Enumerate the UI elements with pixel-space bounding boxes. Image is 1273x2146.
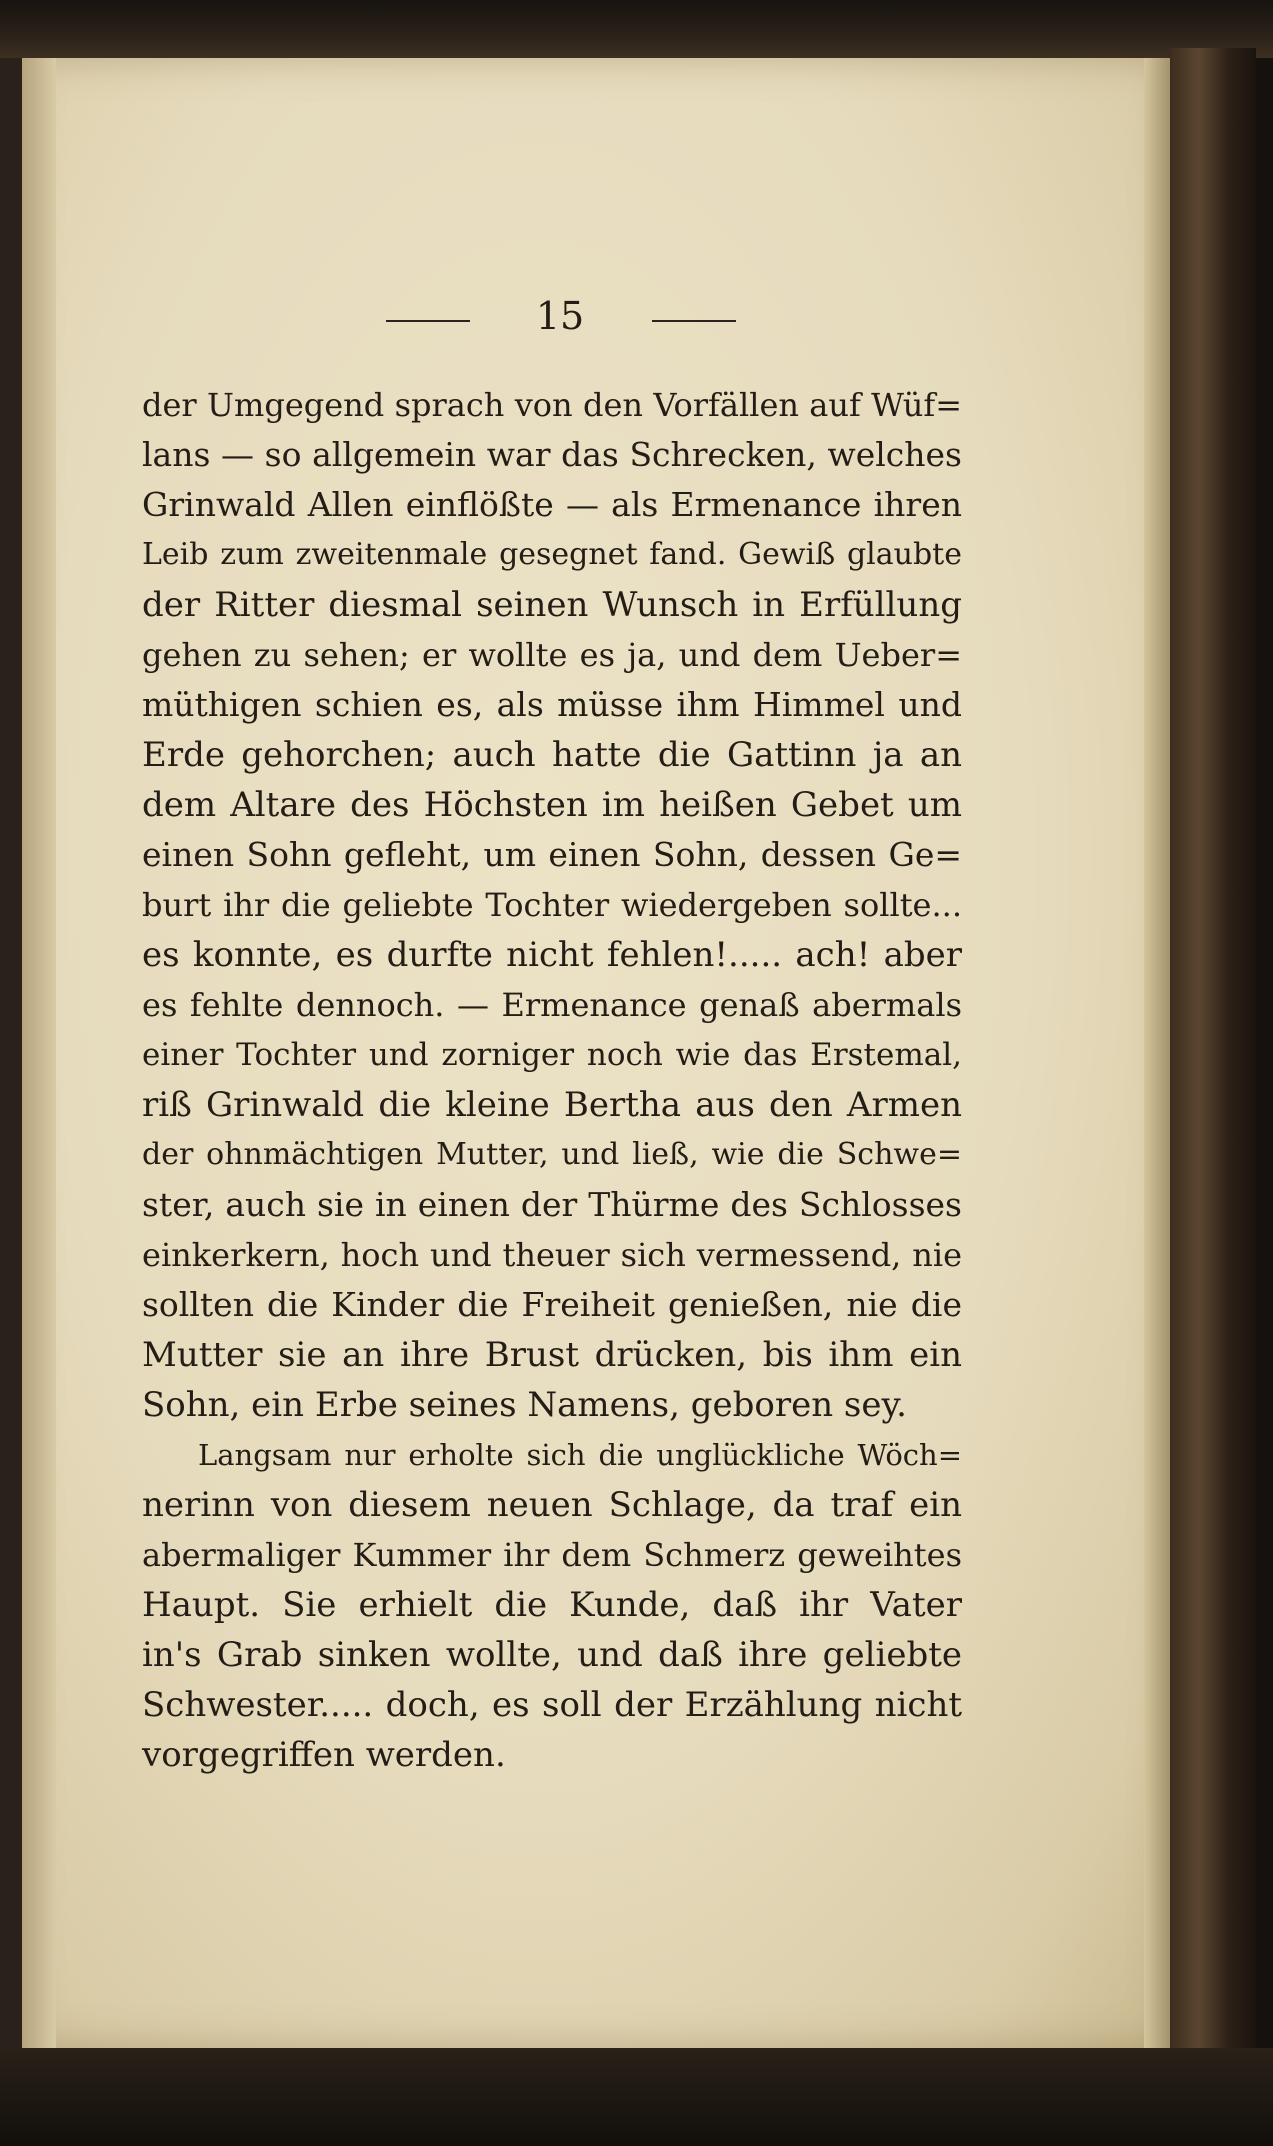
text-line: dem Altare des Höchsten im heißen Gebet um — [142, 785, 962, 825]
text-line: einkerkern, hoch und theuer sich vermessend, nie — [142, 1236, 962, 1274]
text-line: der Ritter diesmal seinen Wunsch in Erfüllung — [142, 585, 962, 625]
page-gutter — [22, 58, 56, 2048]
page-right-edge — [1144, 58, 1170, 2048]
text-line: einen Sohn gefleht, um einen Sohn, dessen Ge= — [142, 835, 962, 874]
text-line: ster, auch sie in einen der Thürme des Schlosses — [142, 1185, 962, 1224]
text-line: burt ihr die geliebte Tochter wiedergeben sollte... — [142, 886, 962, 924]
header-rule-left — [386, 320, 470, 322]
text-line: abermaliger Kummer ihr dem Schmerz geweihtes — [142, 1536, 962, 1574]
text-line: müthigen schien es, als müsse ihm Himmel und — [142, 685, 962, 724]
text-line: Schwester..... doch, es soll der Erzählung nicht — [142, 1685, 962, 1725]
text-line: sollten die Kinder die Freiheit genießen, nie die — [142, 1285, 962, 1324]
text-line: Mutter sie an ihre Brust drücken, bis ihm ein — [142, 1335, 962, 1375]
body-text — [142, 380, 962, 1780]
book-cover-right-edge — [1168, 48, 1256, 2058]
paragraph-start-line: Langsam nur erholte sich die unglückliche Wöch= — [198, 1438, 962, 1472]
book-cover-bottom-edge — [0, 2048, 1273, 2146]
text-line: riß Grinwald die kleine Bertha aus den Armen — [142, 1085, 962, 1125]
text-line: Grinwald Allen einflößte — als Ermenance ihren — [142, 485, 962, 524]
text-line: der ohnmächtigen Mutter, und ließ, wie die Schwe= — [142, 1137, 962, 1172]
text-line: der Umgegend sprach von den Vorfällen auf Wüf= — [142, 386, 962, 424]
text-line: es konnte, es durfte nicht fehlen!..... ach! aber — [142, 935, 962, 975]
paragraph-end-line: vorgegriffen werden. — [142, 1735, 506, 1775]
text-line: einer Tochter und zorniger noch wie das Erstemal, — [142, 1037, 962, 1073]
header-rule-right — [652, 320, 736, 322]
text-line: Leib zum zweitenmale gesegnet fand. Gewiß glaubte — [142, 537, 962, 572]
paragraph-end-line: Sohn, ein Erbe seines Namens, geboren sey. — [142, 1385, 907, 1425]
book-cover-top-edge — [0, 0, 1273, 58]
text-line: Haupt. Sie erhielt die Kunde, daß ihr Vater — [142, 1585, 962, 1625]
text-line: in's Grab sinken wollte, und daß ihre geliebte — [142, 1635, 962, 1675]
page-header — [380, 296, 740, 336]
text-line: gehen zu sehen; er wollte es ja, und dem Ueber= — [142, 636, 962, 674]
text-line: es fehlte dennoch. — Ermenance genaß abermals — [142, 986, 962, 1024]
text-line: nerinn von diesem neuen Schlage, da traf ein — [142, 1485, 962, 1525]
page-number: 15 — [535, 294, 585, 338]
text-line: Erde gehorchen; auch hatte die Gattinn ja an — [142, 735, 962, 775]
text-line: lans — so allgemein war das Schrecken, welches — [142, 435, 962, 474]
